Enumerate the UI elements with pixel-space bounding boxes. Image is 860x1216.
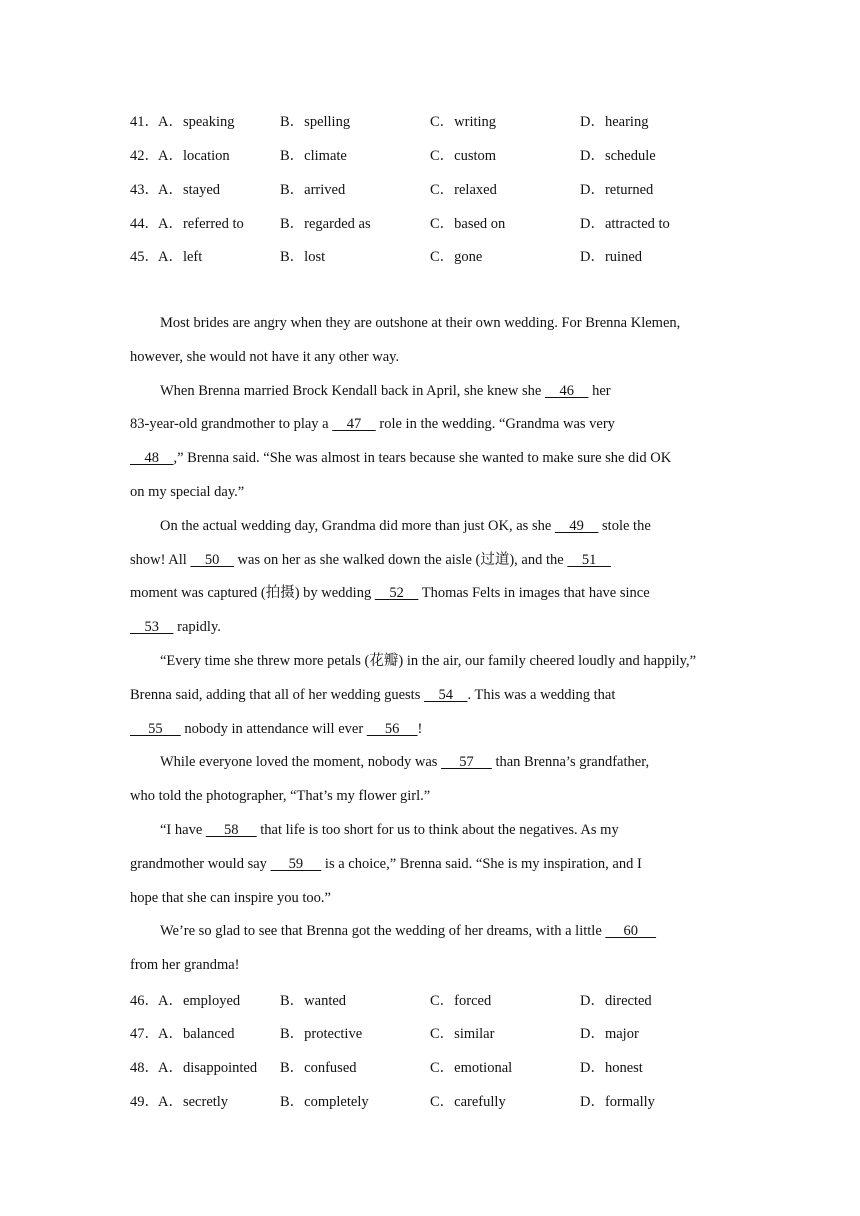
passage-text: While everyone loved the moment, nobody was	[160, 754, 442, 771]
passage-text: moment was captured (拍摄) by wedding	[130, 585, 375, 602]
passage-text: from her grandma!	[130, 957, 240, 974]
passage-text: was on her as she walked down the aisle (过道), and the	[233, 551, 568, 568]
option-d: D．schedule	[580, 148, 656, 164]
blank-60: 60	[605, 923, 657, 940]
passage-line	[130, 853, 730, 887]
question-number: 42．	[130, 148, 159, 164]
blank-52: 52	[374, 585, 419, 602]
blank-51: 51	[567, 551, 611, 568]
passage-line	[130, 819, 730, 853]
option-d: D．hearing	[580, 114, 649, 130]
passage-line	[130, 718, 730, 752]
passage-text: On the actual wedding day, Grandma did more than just OK, as she	[160, 517, 555, 534]
option-d: D．attracted to	[580, 216, 670, 232]
passage-line	[130, 549, 730, 583]
passage-text: role in the wedding. “Grandma was very	[375, 416, 615, 433]
blank-58: 58	[205, 821, 257, 838]
passage-text: nobody in attendance will ever	[180, 720, 367, 737]
passage-text: When Brenna married Brock Kendall back in April, she knew she	[160, 382, 545, 399]
option-b: B．spelling	[280, 114, 351, 130]
passage-line	[130, 312, 730, 346]
option-b: B．lost	[280, 249, 326, 265]
option-a: A．employed	[158, 993, 241, 1009]
option-b: B．completely	[280, 1094, 369, 1110]
passage-text: Brenna said, adding that all of her wedding guests	[130, 686, 424, 703]
cloze-passage	[130, 312, 730, 988]
option-a: A．balanced	[158, 1026, 235, 1042]
option-a: A．speaking	[158, 114, 235, 130]
passage-text: We’re so glad to see that Brenna got the wedding of her dreams, with a little	[160, 923, 606, 940]
passage-line	[130, 684, 730, 718]
passage-text: however, she would not have it any other way.	[130, 348, 400, 365]
option-b: B．confused	[280, 1060, 357, 1076]
passage-text: “I have	[160, 821, 206, 838]
question-number: 48．	[130, 1060, 159, 1076]
option-d: D．ruined	[580, 249, 643, 265]
blank-57: 57	[441, 754, 492, 771]
option-c: C．gone	[430, 249, 483, 265]
passage-text: 83-year-old grandmother to play a	[130, 416, 333, 433]
passage-line	[130, 954, 730, 988]
passage-text: stole the	[598, 517, 651, 534]
blank-50: 50	[190, 551, 234, 568]
option-a: A．referred to	[158, 216, 244, 232]
passage-line	[130, 481, 730, 515]
passage-text: is a choice,” Brenna said. “She is my inspiration, and I	[321, 855, 642, 872]
blank-49: 49	[554, 517, 599, 534]
blank-53: 53	[130, 619, 174, 636]
option-c: C．based on	[430, 216, 506, 232]
question-number: 45．	[130, 249, 159, 265]
option-b: B．regarded as	[280, 216, 371, 232]
option-d: D．formally	[580, 1094, 655, 1110]
question-number: 46．	[130, 993, 159, 1009]
passage-line	[130, 650, 730, 684]
blank-54: 54	[423, 686, 468, 703]
option-d: D．returned	[580, 182, 654, 198]
blank-47: 47	[332, 416, 376, 433]
option-d: D．major	[580, 1026, 639, 1042]
passage-line	[130, 920, 730, 954]
passage-text: Thomas Felts in images that have since	[418, 585, 650, 602]
blank-59: 59	[270, 855, 322, 872]
option-d: D．honest	[580, 1060, 643, 1076]
passage-line	[130, 616, 730, 650]
option-a: A．secretly	[158, 1094, 229, 1110]
question-number: 47．	[130, 1026, 159, 1042]
passage-text: on my special day.”	[130, 483, 245, 500]
passage-text: !	[417, 720, 423, 737]
option-b: B．arrived	[280, 182, 346, 198]
passage-text: her	[588, 382, 611, 399]
option-a: A．disappointed	[158, 1060, 258, 1076]
passage-text: grandmother would say	[130, 855, 271, 872]
passage-text: “Every time she threw more petals (花瓣) in the air, our family cheered loudly and happily,”	[160, 652, 697, 669]
option-a: A．stayed	[158, 182, 221, 198]
blank-46: 46	[544, 382, 589, 399]
option-a: A．location	[158, 148, 230, 164]
option-a: A．left	[158, 249, 203, 265]
question-number: 49．	[130, 1094, 159, 1110]
passage-text: . This was a wedding that	[467, 686, 616, 703]
blank-55: 55	[130, 720, 181, 737]
passage-text: Most brides are angry when they are outshone at their own wedding. For Brenna Klemen,	[160, 315, 681, 331]
passage-line	[130, 582, 730, 616]
option-c: C．forced	[430, 993, 492, 1009]
passage-text: rapidly.	[173, 619, 221, 636]
passage-text: hope that she can inspire you too.”	[130, 889, 331, 906]
option-b: B．wanted	[280, 993, 347, 1009]
question-number: 41．	[130, 114, 159, 130]
option-d: D．directed	[580, 993, 652, 1009]
option-c: C．writing	[430, 114, 497, 130]
passage-text: than Brenna’s grandfather,	[491, 754, 650, 771]
blank-48: 48	[130, 450, 174, 467]
option-c: C．emotional	[430, 1060, 513, 1076]
passage-line	[130, 887, 730, 921]
option-c: C．relaxed	[430, 182, 497, 198]
option-c: C．carefully	[430, 1094, 506, 1110]
passage-text: who told the photographer, “That’s my flower girl.”	[130, 788, 431, 805]
passage-text: ,” Brenna said. “She was almost in tears because she wanted to make sure she did OK	[173, 450, 672, 467]
question-number: 43．	[130, 182, 159, 198]
passage-line	[130, 346, 730, 380]
passage-text: that life is too short for us to think about the negatives. As my	[256, 821, 619, 838]
passage-line	[130, 413, 730, 447]
option-b: B．climate	[280, 148, 347, 164]
blank-56: 56	[366, 720, 418, 737]
passage-line	[130, 447, 730, 481]
passage-line	[130, 515, 730, 549]
option-b: B．protective	[280, 1026, 363, 1042]
option-c: C．custom	[430, 148, 497, 164]
question-number: 44．	[130, 216, 159, 232]
passage-line	[130, 380, 730, 414]
passage-text: show! All	[130, 551, 191, 568]
option-c: C．similar	[430, 1026, 495, 1042]
passage-line	[130, 785, 730, 819]
passage-line	[130, 751, 730, 785]
